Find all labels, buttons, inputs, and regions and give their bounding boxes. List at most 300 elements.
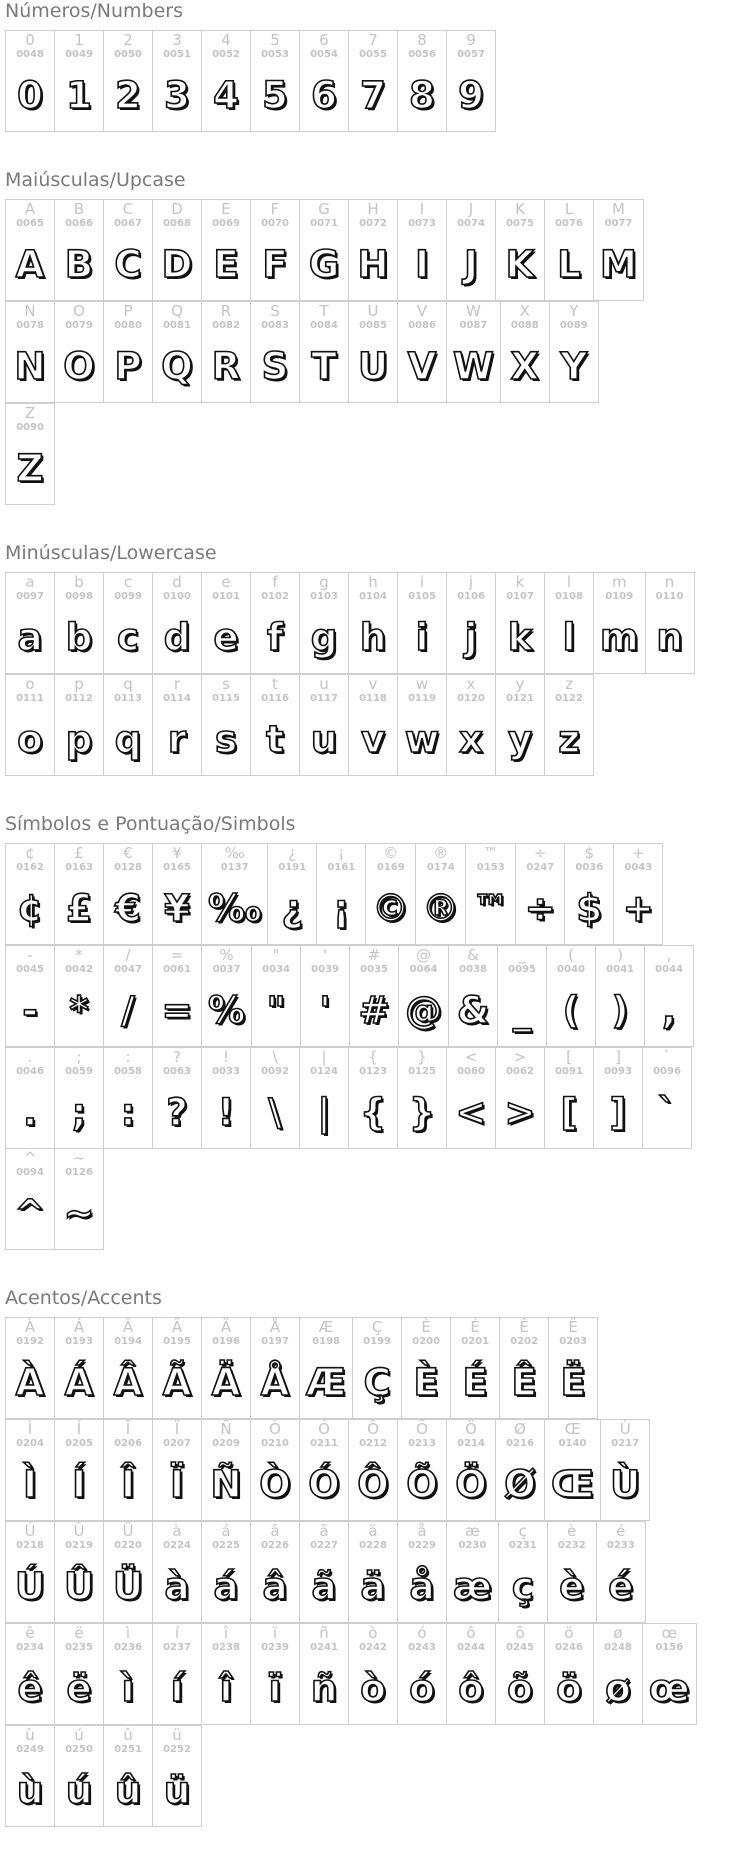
- glyph-char-label: Ô: [367, 1420, 379, 1438]
- glyph-sample: õ: [507, 1667, 533, 1710]
- glyph-cell: [54, 1148, 104, 1250]
- glyph-code-label: 0214: [457, 1438, 485, 1449]
- glyph-sample: Ï: [170, 1463, 184, 1506]
- glyph-code-label: 0250: [65, 1744, 93, 1755]
- glyph-char-label: e: [221, 573, 231, 591]
- glyph-code-label: 0198: [312, 1336, 340, 1347]
- glyph-cell: [54, 1623, 104, 1725]
- glyph-cell: [5, 1317, 55, 1419]
- glyph-code-label: 0091: [555, 1066, 583, 1077]
- glyph-cell: [250, 572, 300, 674]
- glyph-char-label: B: [73, 200, 85, 218]
- glyph-char-label: À: [24, 1318, 36, 1336]
- glyph-sample: Ö: [455, 1463, 487, 1506]
- glyph-sample: P: [114, 345, 142, 388]
- glyph-sample: Ë: [560, 1361, 586, 1404]
- glyph-sample: ä: [360, 1565, 386, 1608]
- glyph-sample: ): [611, 989, 629, 1032]
- glyph-sample: R: [211, 345, 241, 388]
- glyph-char-label: ™: [483, 844, 499, 862]
- glyph-sample: à: [164, 1565, 190, 1608]
- glyph-char-label: ^: [23, 1149, 37, 1167]
- glyph-cell: [299, 1047, 349, 1149]
- glyph-cell: [152, 1317, 202, 1419]
- glyph-code-label: 0216: [506, 1438, 534, 1449]
- glyph-code-label: 0117: [310, 693, 338, 704]
- glyph-code-label: 0126: [65, 1167, 93, 1178]
- glyph-sample: á: [213, 1565, 239, 1608]
- glyph-sample: j: [464, 616, 478, 659]
- glyph-sample: ¿: [281, 887, 304, 930]
- glyph-sample: !: [217, 1091, 235, 1134]
- glyph-char-label: ê: [25, 1624, 35, 1642]
- glyph-char-label: ¡: [338, 844, 345, 862]
- glyph-cell: [103, 843, 153, 945]
- glyph-code-label: 0082: [212, 320, 240, 331]
- glyph-cell: [250, 199, 300, 301]
- glyph-cell: [465, 843, 516, 945]
- glyph-cell: [267, 843, 317, 945]
- glyph-cell: [495, 1047, 545, 1149]
- glyph-sample: w: [404, 718, 440, 761]
- glyph-cell: [54, 1317, 104, 1419]
- glyph-cell: [299, 674, 349, 776]
- glyph-code-label: 0108: [555, 591, 583, 602]
- glyph-sample: û: [114, 1769, 142, 1812]
- glyph-cell: [250, 301, 300, 403]
- glyph-char-label: ö: [564, 1624, 574, 1642]
- glyph-char-label: I: [419, 200, 425, 218]
- glyph-sample: 3: [164, 74, 190, 117]
- glyph-char-label: ô: [466, 1624, 476, 1642]
- glyph-code-label: 0109: [605, 591, 634, 602]
- glyph-sample: 1: [66, 74, 92, 117]
- glyph-sample: H: [357, 243, 389, 286]
- glyph-code-label: 0102: [261, 591, 289, 602]
- glyph-char-label: æ: [465, 1522, 480, 1540]
- glyph-code-label: 0249: [16, 1744, 44, 1755]
- glyph-cell: [103, 199, 153, 301]
- glyph-char-label: #: [367, 946, 381, 964]
- glyph-code-label: 0115: [212, 693, 240, 704]
- glyph-cell: [201, 301, 251, 403]
- glyph-sample: ö: [556, 1667, 582, 1710]
- glyph-cell: [5, 1521, 55, 1623]
- glyph-char-label: E: [221, 200, 231, 218]
- glyph-cell: [250, 1317, 300, 1419]
- glyph-row: [5, 674, 725, 775]
- glyph-cell: [316, 843, 366, 945]
- glyph-sample: 8: [409, 74, 435, 117]
- glyph-cell: [397, 1419, 447, 1521]
- glyph-sample: ü: [163, 1769, 191, 1812]
- glyph-sample: f: [266, 616, 284, 659]
- glyph-cell: [446, 674, 496, 776]
- glyph-char-label: g: [319, 573, 329, 591]
- glyph-code-label: 0043: [624, 862, 653, 873]
- glyph-char-label: ë: [74, 1624, 84, 1642]
- glyph-code-label: 0037: [212, 964, 241, 975]
- glyph-code-label: 0199: [363, 1336, 392, 1347]
- glyph-sample: G: [308, 243, 340, 286]
- glyph-sample: ": [266, 989, 286, 1032]
- glyph-cell: [397, 1623, 447, 1725]
- glyph-char-label: Ç: [371, 1318, 383, 1336]
- glyph-code-label: 0041: [606, 964, 634, 975]
- glyph-sample: F: [262, 243, 288, 286]
- glyph-sample: z: [558, 718, 580, 761]
- glyph-sample: 5: [262, 74, 288, 117]
- glyph-code-label: 0089: [559, 320, 588, 331]
- glyph-code-label: 0068: [163, 218, 191, 229]
- glyph-code-label: 0060: [457, 1066, 485, 1077]
- glyph-code-label: 0125: [408, 1066, 436, 1077]
- glyph-code-label: 0098: [65, 591, 93, 602]
- glyph-sample: %: [208, 989, 246, 1032]
- glyph-row: [5, 1317, 725, 1418]
- glyph-cell: [495, 674, 545, 776]
- glyph-code-label: 0118: [359, 693, 387, 704]
- glyph-code-label: 0128: [114, 862, 142, 873]
- glyph-cell: [544, 1623, 594, 1725]
- glyph-code-label: 0241: [310, 1642, 338, 1653]
- glyph-code-label: 0242: [359, 1642, 387, 1653]
- glyph-char-label: x: [466, 675, 476, 693]
- glyph-sample: +: [622, 887, 654, 930]
- glyph-char-label: -: [27, 946, 33, 964]
- glyph-char-label: u: [319, 675, 329, 693]
- glyph-row: [5, 1725, 725, 1826]
- glyph-code-label: 0093: [604, 1066, 632, 1077]
- glyph-sample: i: [415, 616, 429, 659]
- glyph-sample: W: [453, 345, 494, 388]
- glyph-sample: (: [562, 989, 580, 1032]
- glyph-char-label: Ù: [619, 1420, 631, 1438]
- glyph-char-label: Œ: [564, 1420, 581, 1438]
- glyph-row: [5, 572, 725, 673]
- glyph-sample: n: [656, 616, 683, 659]
- glyph-code-label: 0162: [16, 862, 44, 873]
- glyph-row: [5, 1521, 725, 1622]
- glyph-cell: [593, 1623, 643, 1725]
- glyph-sample: Ì: [23, 1463, 37, 1506]
- glyph-cell: [398, 945, 449, 1047]
- glyph-cell: [613, 843, 663, 945]
- glyph-cell: [547, 1521, 597, 1623]
- glyph-code-label: 0161: [327, 862, 356, 873]
- glyph-cell: [5, 1047, 55, 1149]
- glyph-cell: [352, 1317, 402, 1419]
- glyph-sample: Á: [64, 1361, 94, 1404]
- glyph-code-label: 0193: [65, 1336, 93, 1347]
- glyph-cell: [250, 1419, 300, 1521]
- glyph-code-label: 0204: [16, 1438, 44, 1449]
- glyph-code-label: 0227: [310, 1540, 338, 1551]
- glyph-char-label: è: [567, 1522, 577, 1540]
- glyph-sample: œ: [649, 1667, 690, 1710]
- glyph-char-label: J: [468, 200, 474, 218]
- glyph-cell: [5, 301, 55, 403]
- glyph-cell: [544, 674, 594, 776]
- glyph-char-label: Õ: [416, 1420, 428, 1438]
- glyph-char-label: W: [465, 302, 481, 320]
- glyph-code-label: 0049: [65, 49, 93, 60]
- glyph-cell: [495, 572, 545, 674]
- glyph-sample: è: [559, 1565, 585, 1608]
- glyph-code-label: 0230: [458, 1540, 487, 1551]
- glyph-cell: [450, 1317, 500, 1419]
- glyph-char-label: õ: [515, 1624, 525, 1642]
- glyph-sample: Ø: [504, 1463, 536, 1506]
- glyph-cell: [103, 1521, 153, 1623]
- glyph-char-label: `: [663, 1048, 671, 1066]
- glyph-char-label: ©: [383, 844, 399, 862]
- glyph-char-label: m: [611, 573, 627, 591]
- glyph-char-label: í: [174, 1624, 180, 1642]
- glyph-sample: S: [261, 345, 289, 388]
- glyph-sample: U: [357, 345, 389, 388]
- section-title: Minúsculas/Lowercase: [5, 542, 217, 564]
- glyph-char-label: Û: [73, 1522, 85, 1540]
- glyph-cell: [103, 1725, 153, 1827]
- glyph-cell: [397, 572, 447, 674]
- glyph-code-label: 0156: [655, 1642, 684, 1653]
- glyph-cell: [5, 1419, 55, 1521]
- glyph-char-label: o: [25, 675, 35, 693]
- glyph-sample: ô: [458, 1667, 484, 1710]
- glyph-char-label: É: [470, 1318, 480, 1336]
- glyph-cell: [5, 30, 55, 132]
- glyph-cell: [54, 843, 104, 945]
- glyph-code-label: 0137: [220, 862, 249, 873]
- glyph-code-label: 0239: [261, 1642, 289, 1653]
- glyph-code-label: 0165: [163, 862, 191, 873]
- glyph-code-label: 0096: [653, 1066, 681, 1077]
- glyph-code-label: 0110: [655, 591, 684, 602]
- glyph-code-label: 0079: [65, 320, 93, 331]
- glyph-char-label: r: [173, 675, 181, 693]
- glyph-cell: [54, 572, 104, 674]
- glyph-char-label: 1: [74, 31, 84, 49]
- glyph-sample: c: [117, 616, 139, 659]
- glyph-sample: Z: [16, 447, 44, 490]
- glyph-code-label: 0048: [16, 49, 44, 60]
- glyph-cell: [5, 1623, 55, 1725]
- glyph-sample: Ò: [259, 1463, 291, 1506]
- glyph-cell: [495, 1419, 545, 1521]
- glyph-cell: [299, 1419, 349, 1521]
- glyph-code-label: 0121: [506, 693, 534, 704]
- glyph-char-label: ñ: [319, 1624, 329, 1642]
- glyph-cell: [152, 1047, 202, 1149]
- glyph-sample: Û: [63, 1565, 95, 1608]
- glyph-sample: Q: [161, 345, 193, 388]
- glyph-code-label: 0140: [558, 1438, 587, 1449]
- glyph-code-label: 0244: [457, 1642, 485, 1653]
- glyph-sample: æ: [453, 1565, 492, 1608]
- glyph-char-label: [: [566, 1048, 572, 1066]
- glyph-cell: [201, 1317, 251, 1419]
- glyph-code-label: 0099: [114, 591, 142, 602]
- glyph-char-label: K: [515, 200, 525, 218]
- glyph-code-label: 0194: [114, 1336, 142, 1347]
- glyph-code-label: 0206: [114, 1438, 142, 1449]
- glyph-sample: Ù: [610, 1463, 641, 1506]
- glyph-cell: [5, 1725, 55, 1827]
- glyph-cell: [299, 301, 349, 403]
- glyph-char-label: T: [319, 302, 329, 320]
- glyph-cell: [397, 199, 447, 301]
- glyph-code-label: 0057: [457, 49, 485, 60]
- glyph-char-label: \: [272, 1048, 278, 1066]
- glyph-sample: ç: [511, 1565, 534, 1608]
- section-title: Maiúsculas/Upcase: [5, 169, 186, 191]
- glyph-code-label: 0069: [212, 218, 240, 229]
- glyph-code-label: 0044: [655, 964, 683, 975]
- glyph-char-label: Ó: [318, 1420, 330, 1438]
- glyph-code-label: 0197: [261, 1336, 289, 1347]
- glyph-cell: [593, 1047, 643, 1149]
- glyph-sample: L: [557, 243, 581, 286]
- glyph-cell: [152, 572, 202, 674]
- glyph-code-label: 0094: [16, 1167, 44, 1178]
- glyph-code-label: 0084: [310, 320, 338, 331]
- glyph-char-label: b: [74, 573, 84, 591]
- glyph-sample: b: [65, 616, 93, 659]
- glyph-cell: [349, 945, 399, 1047]
- glyph-sample: Å: [260, 1361, 290, 1404]
- glyph-code-label: 0123: [359, 1066, 387, 1077]
- glyph-sample: ï: [268, 1667, 282, 1710]
- glyph-cell: [152, 945, 202, 1047]
- glyph-sample: a: [17, 616, 43, 659]
- glyph-char-label: i: [419, 573, 425, 591]
- glyph-cell: [348, 1623, 398, 1725]
- glyph-char-label: _: [518, 946, 526, 964]
- glyph-sample: 2: [115, 74, 141, 117]
- glyph-char-label: Ê: [519, 1318, 529, 1336]
- glyph-cell: [642, 1623, 697, 1725]
- glyph-char-label: M: [611, 200, 625, 218]
- glyph-sample: C: [114, 243, 142, 286]
- glyph-sample: #: [358, 989, 390, 1032]
- glyph-code-label: 0217: [611, 1438, 640, 1449]
- glyph-code-label: 0113: [114, 693, 142, 704]
- glyph-code-label: 0112: [65, 693, 93, 704]
- glyph-code-label: 0051: [163, 49, 191, 60]
- glyph-code-label: 0207: [163, 1438, 191, 1449]
- glyph-sample: Í: [72, 1463, 86, 1506]
- glyph-cell: [5, 674, 55, 776]
- glyph-char-label: 9: [466, 31, 476, 49]
- glyph-cell: [152, 199, 202, 301]
- glyph-code-label: 0107: [506, 591, 534, 602]
- glyph-char-label: R: [220, 302, 232, 320]
- glyph-row: [5, 301, 725, 402]
- glyph-char-label: +: [631, 844, 645, 862]
- glyph-char-label: !: [222, 1048, 229, 1066]
- glyph-sample: E: [213, 243, 239, 286]
- glyph-sample: ã: [311, 1565, 337, 1608]
- glyph-cell: [446, 572, 496, 674]
- glyph-code-label: 0047: [114, 964, 142, 975]
- glyph-cell: [54, 199, 104, 301]
- glyph-sample: r: [167, 718, 187, 761]
- glyph-code-label: 0247: [526, 862, 555, 873]
- glyph-cell: [103, 1047, 153, 1149]
- glyph-sample: ¡: [332, 887, 350, 930]
- glyph-char-label: }: [417, 1048, 427, 1066]
- glyph-char-label: ®: [433, 844, 449, 862]
- glyph-cell: [300, 945, 350, 1047]
- glyph-char-label: (: [568, 946, 574, 964]
- glyph-code-label: 0058: [114, 1066, 142, 1077]
- glyph-char-label: Æ: [318, 1318, 334, 1336]
- glyph-code-label: 0046: [16, 1066, 44, 1077]
- glyph-code-label: 0077: [604, 218, 633, 229]
- glyph-char-label: l: [566, 573, 572, 591]
- glyph-cell: [152, 1419, 202, 1521]
- glyph-cell: [201, 1623, 251, 1725]
- glyph-char-label: <: [464, 1048, 478, 1066]
- glyph-sample: t: [266, 718, 284, 761]
- glyph-code-label: 0086: [408, 320, 436, 331]
- glyph-row: [5, 843, 725, 944]
- glyph-row: [5, 199, 725, 300]
- glyph-code-label: 0035: [360, 964, 388, 975]
- glyph-char-label: Å: [269, 1318, 281, 1336]
- glyph-code-label: 0061: [163, 964, 191, 975]
- glyph-code-label: 0191: [278, 862, 307, 873]
- glyph-sample: K: [505, 243, 535, 286]
- glyph-row: [5, 1047, 725, 1249]
- glyph-cell: [446, 1047, 496, 1149]
- glyph-sample: ': [319, 989, 331, 1032]
- glyph-char-label: Y: [569, 302, 579, 320]
- glyph-code-label: 0097: [16, 591, 44, 602]
- glyph-char-label: È: [421, 1318, 431, 1336]
- glyph-sample: í: [170, 1667, 184, 1710]
- glyph-char-label: .: [27, 1048, 33, 1066]
- glyph-cell: [5, 403, 55, 505]
- glyph-sample: J: [464, 243, 478, 286]
- glyph-code-label: 0104: [359, 591, 387, 602]
- glyph-sample: A: [15, 243, 45, 286]
- glyph-cell: [54, 1047, 104, 1149]
- glyph-char-label: ,: [666, 946, 672, 964]
- glyph-sample: 9: [458, 74, 484, 117]
- glyph-code-label: 0052: [212, 49, 240, 60]
- glyph-cell: [103, 30, 153, 132]
- glyph-char-label: U: [367, 302, 379, 320]
- glyph-cell: [103, 1317, 153, 1419]
- glyph-cell: [397, 30, 447, 132]
- glyph-sample: N: [14, 345, 46, 388]
- glyph-char-label: ¥: [172, 844, 182, 862]
- glyph-cell: [152, 674, 202, 776]
- glyph-cell: [54, 301, 104, 403]
- glyph-sample: Æ: [306, 1361, 347, 1404]
- glyph-cell: [201, 1521, 251, 1623]
- glyph-code-label: 0105: [408, 591, 436, 602]
- glyph-cell: [5, 572, 55, 674]
- glyph-code-label: 0205: [65, 1438, 93, 1449]
- glyph-cell: [546, 945, 596, 1047]
- section-title: Acentos/Accents: [5, 1287, 162, 1309]
- glyph-cell: [365, 843, 416, 945]
- glyph-code-label: 0103: [310, 591, 338, 602]
- glyph-code-label: 0201: [461, 1336, 490, 1347]
